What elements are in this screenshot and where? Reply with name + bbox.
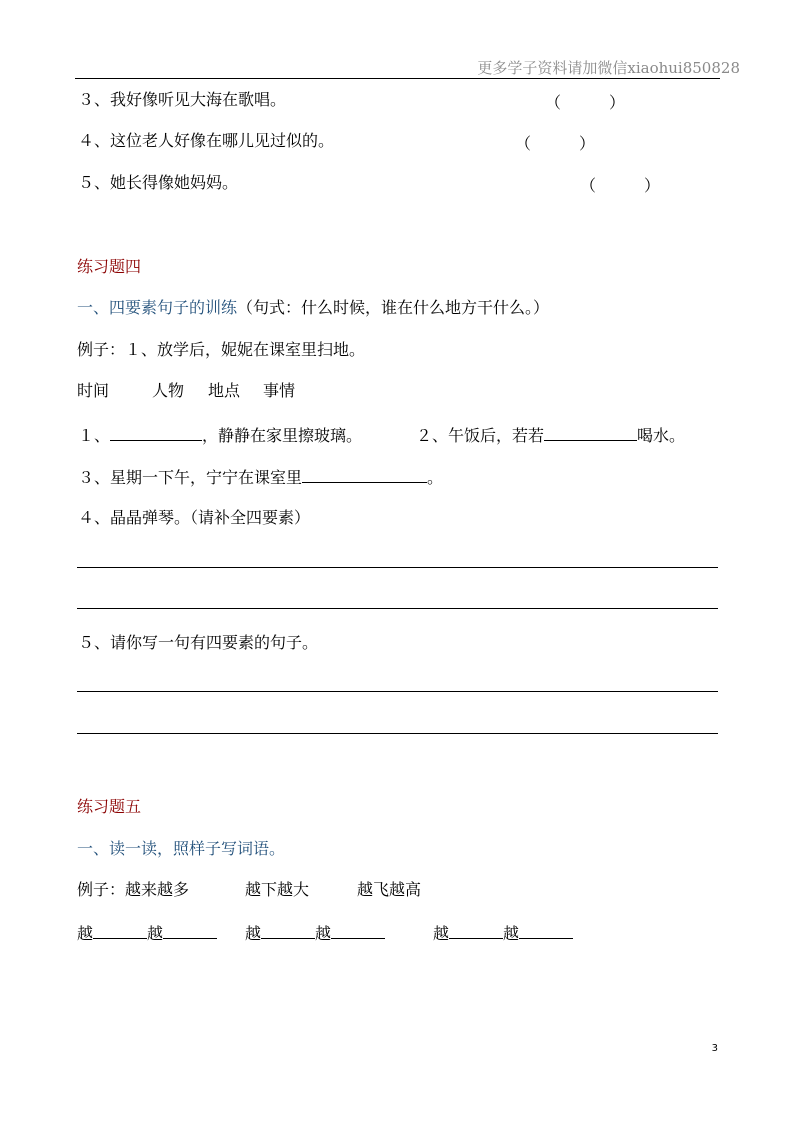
section-4-heading-num: 一、	[77, 298, 110, 317]
q1-text: ，静静在家里擦玻璃。	[202, 426, 363, 445]
q1-blank[interactable]	[110, 424, 202, 441]
writing-line[interactable]	[77, 733, 718, 734]
word-blank[interactable]	[261, 922, 315, 939]
element-label-time: 时间	[77, 381, 110, 400]
example-word: 越来越多	[125, 880, 190, 899]
section-4-question-3	[78, 466, 443, 488]
section-4-question-2	[416, 424, 685, 446]
writing-line[interactable]	[77, 608, 718, 609]
section-5-heading: 一、读一读，照样子写词语。	[77, 839, 286, 858]
yue-char: 越	[503, 924, 520, 943]
q2-text-start: ２、午饭后，若若	[416, 426, 545, 445]
q2-text-end: 喝水。	[637, 426, 686, 445]
section-5-title: 练习题五	[77, 797, 142, 816]
fill-word-3	[433, 922, 573, 944]
answer-paren-3: （ ）	[545, 93, 626, 112]
answer-paren-4: （ ）	[515, 134, 596, 153]
writing-line[interactable]	[77, 567, 718, 568]
section-4-question-1	[78, 424, 362, 446]
word-blank[interactable]	[93, 922, 147, 939]
q2-blank[interactable]	[544, 424, 637, 441]
word-blank[interactable]	[331, 922, 385, 939]
element-label-person: 人物	[152, 381, 185, 400]
q1-number: １、	[78, 426, 111, 445]
yue-char: 越	[77, 924, 94, 943]
word-blank[interactable]	[449, 922, 503, 939]
section-4-question-5: ５、请你写一句有四要素的句子。	[78, 633, 319, 652]
section-4-heading	[77, 298, 549, 318]
section-4-heading-note: （句式：什么时候，谁在什么地方干什么。）	[237, 298, 550, 317]
q3-end: 。	[427, 468, 444, 487]
header-rule	[75, 78, 720, 79]
yue-char: 越	[147, 924, 164, 943]
yue-char: 越	[245, 924, 262, 943]
example-word: 越飞越高	[357, 880, 422, 899]
header-watermark: 更多学子资料请加微信xiaohui850828	[477, 59, 740, 77]
word-blank[interactable]	[163, 922, 217, 939]
element-label-event: 事情	[263, 381, 296, 400]
question-5: ５、她长得像她妈妈。	[78, 173, 239, 192]
writing-line[interactable]	[77, 691, 718, 692]
section-4-heading-text: 四要素句子的训练	[109, 298, 238, 317]
q3-text: ３、星期一下午，宁宁在课室里	[78, 468, 303, 487]
yue-char: 越	[315, 924, 332, 943]
answer-paren-5: （ ）	[580, 176, 661, 195]
question-4: ４、这位老人好像在哪儿见过似的。	[78, 131, 335, 150]
q3-blank[interactable]	[302, 466, 427, 483]
question-3: ３、我好像听见大海在歌唱。	[78, 90, 287, 109]
fill-word-1	[77, 922, 217, 944]
word-blank[interactable]	[519, 922, 573, 939]
section-5-example-label: 例子：	[77, 880, 126, 899]
section-4-question-4: ４、晶晶弹琴。（请补全四要素）	[78, 508, 311, 527]
example-word: 越下越大	[245, 880, 310, 899]
fill-word-2	[245, 922, 385, 944]
element-label-place: 地点	[208, 381, 241, 400]
page-number: 3	[711, 1043, 718, 1054]
yue-char: 越	[433, 924, 450, 943]
section-4-example: 例子：１、放学后，妮妮在课室里扫地。	[77, 340, 366, 359]
section-4-title: 练习题四	[77, 257, 142, 276]
